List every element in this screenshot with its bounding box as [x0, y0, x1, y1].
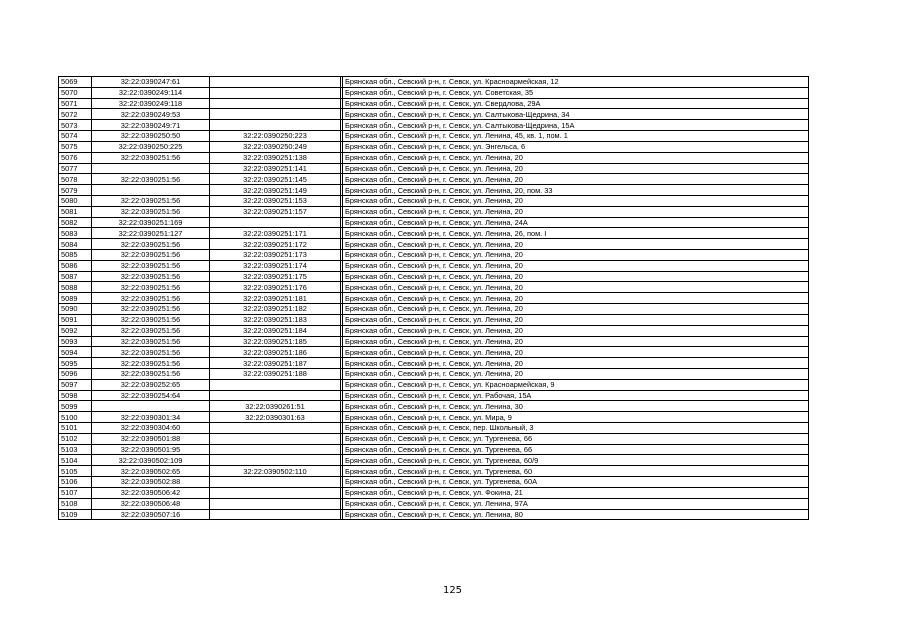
address-cell: Брянская обл., Севский р-н, г. Севск, ул. Ленина, 30: [343, 401, 809, 412]
cadastral-number-cell: 32:22:0390251:56: [92, 347, 210, 358]
cadastral-number-cell: 32:22:0390251:56: [92, 271, 210, 282]
related-cadastral-number-cell: [210, 423, 341, 434]
address-cell: Брянская обл., Севский р-н, г. Севск, ул. Ленина, 26, пом. I: [343, 228, 809, 239]
row-number-cell: 5085: [59, 250, 92, 261]
row-number-cell: 5074: [59, 131, 92, 142]
table-row: [59, 131, 809, 142]
related-cadastral-number-cell: [210, 444, 341, 455]
address-cell: Брянская обл., Севский р-н, г. Севск, ул. Ленина, 20: [343, 163, 809, 174]
address-cell: Брянская обл., Севский р-н, г. Севск, ул. Рабочая, 15А: [343, 390, 809, 401]
address-cell: Брянская обл., Севский р-н, г. Севск, ул. Ленина, 20: [343, 195, 809, 206]
table-row: [59, 423, 809, 434]
cadastral-number-cell: 32:22:0390301:34: [92, 412, 210, 423]
related-cadastral-number-cell: 32:22:0390251:176: [210, 282, 341, 293]
table-row: [59, 271, 809, 282]
table-row: [59, 304, 809, 315]
cadastral-number-cell: 32:22:0390250:225: [92, 141, 210, 152]
address-cell: Брянская обл., Севский р-н, г. Севск, ул. Тургенева, 60А: [343, 477, 809, 488]
related-cadastral-number-cell: 32:22:0390250:223: [210, 131, 341, 142]
address-cell: Брянская обл., Севский р-н, г. Севск, ул. Ленина, 20: [343, 152, 809, 163]
related-cadastral-number-cell: 32:22:0390251:175: [210, 271, 341, 282]
related-cadastral-number-cell: [210, 379, 341, 390]
related-cadastral-number-cell: 32:22:0390301:63: [210, 412, 341, 423]
row-number-cell: 5094: [59, 347, 92, 358]
page-number: 125: [442, 585, 463, 596]
cadastral-number-cell: 32:22:0390507:16: [92, 509, 210, 520]
related-cadastral-number-cell: 32:22:0390251:174: [210, 260, 341, 271]
address-cell: Брянская обл., Севский р-н, г. Севск, ул. Красноармейская, 12: [343, 77, 809, 88]
cadastral-number-cell: [92, 163, 210, 174]
row-number-cell: 5102: [59, 433, 92, 444]
table-row: [59, 185, 809, 196]
cadastral-number-cell: 32:22:0390502:65: [92, 466, 210, 477]
related-cadastral-number-cell: 32:22:0390251:184: [210, 325, 341, 336]
address-cell: Брянская обл., Севский р-н, г. Севск, ул. Ленина, 20: [343, 368, 809, 379]
related-cadastral-number-cell: 32:22:0390251:186: [210, 347, 341, 358]
address-cell: Брянская обл., Севский р-н, г. Севск, ул. Фокина, 21: [343, 487, 809, 498]
table-row: [59, 87, 809, 98]
cadastral-number-cell: 32:22:0390502:109: [92, 455, 210, 466]
table-row: [59, 282, 809, 293]
records-table: [58, 76, 809, 520]
related-cadastral-number-cell: [210, 109, 341, 120]
related-cadastral-number-cell: [210, 509, 341, 520]
row-number-cell: 5089: [59, 293, 92, 304]
row-number-cell: 5104: [59, 455, 92, 466]
table-row: [59, 77, 809, 88]
cadastral-number-cell: 32:22:0390251:56: [92, 358, 210, 369]
address-cell: Брянская обл., Севский р-н, г. Севск, ул. Красноармейская, 9: [343, 379, 809, 390]
row-number-cell: 5106: [59, 477, 92, 488]
related-cadastral-number-cell: [210, 120, 341, 131]
address-cell: Брянская обл., Севский р-н, г. Севск, ул. Ленина, 20: [343, 206, 809, 217]
address-cell: Брянская обл., Севский р-н, г. Севск, ул. Энгельса, 6: [343, 141, 809, 152]
related-cadastral-number-cell: 32:22:0390251:141: [210, 163, 341, 174]
address-cell: Брянская обл., Севский р-н, г. Севск, ул. Тургенева, 60/9: [343, 455, 809, 466]
address-cell: Брянская обл., Севский р-н, г. Севск, пер. Школьный, 3: [343, 423, 809, 434]
row-number-cell: 5100: [59, 412, 92, 423]
related-cadastral-number-cell: 32:22:0390251:157: [210, 206, 341, 217]
row-number-cell: 5079: [59, 185, 92, 196]
related-cadastral-number-cell: [210, 455, 341, 466]
table-row: [59, 250, 809, 261]
cadastral-number-cell: 32:22:0390304:60: [92, 423, 210, 434]
cadastral-number-cell: 32:22:0390249:71: [92, 120, 210, 131]
address-cell: Брянская обл., Севский р-н, г. Севск, ул. Ленина, 20: [343, 250, 809, 261]
cadastral-number-cell: 32:22:0390501:95: [92, 444, 210, 455]
table-row: [59, 368, 809, 379]
address-cell: Брянская обл., Севский р-н, г. Севск, ул. Ленина, 20: [343, 304, 809, 315]
cadastral-number-cell: 32:22:0390249:118: [92, 98, 210, 109]
table-row: [59, 239, 809, 250]
cadastral-number-cell: 32:22:0390250:50: [92, 131, 210, 142]
cadastral-number-cell: 32:22:0390254:64: [92, 390, 210, 401]
cadastral-number-cell: 32:22:0390251:56: [92, 260, 210, 271]
row-number-cell: 5096: [59, 368, 92, 379]
address-cell: Брянская обл., Севский р-н, г. Севск, ул. Ленина, 20: [343, 271, 809, 282]
cadastral-number-cell: 32:22:0390251:169: [92, 217, 210, 228]
address-cell: Брянская обл., Севский р-н, г. Севск, ул. Советская, 35: [343, 87, 809, 98]
address-cell: Брянская обл., Севский р-н, г. Севск, ул. Ленина, 20: [343, 293, 809, 304]
table-row: [59, 217, 809, 228]
row-number-cell: 5095: [59, 358, 92, 369]
row-number-cell: 5101: [59, 423, 92, 434]
cadastral-number-cell: 32:22:0390506:48: [92, 498, 210, 509]
cadastral-number-cell: 32:22:0390251:56: [92, 336, 210, 347]
cadastral-number-cell: 32:22:0390252:65: [92, 379, 210, 390]
table-row: [59, 466, 809, 477]
cadastral-number-cell: 32:22:0390251:56: [92, 325, 210, 336]
related-cadastral-number-cell: [210, 433, 341, 444]
address-cell: Брянская обл., Севский р-н, г. Севск, ул. Ленина, 20: [343, 239, 809, 250]
table-row: [59, 152, 809, 163]
table-row: [59, 228, 809, 239]
related-cadastral-number-cell: 32:22:0390251:153: [210, 195, 341, 206]
table-row: [59, 98, 809, 109]
table-row: [59, 325, 809, 336]
address-cell: Брянская обл., Севский р-н, г. Севск, ул. Салтыкова-Щедрина, 34: [343, 109, 809, 120]
cadastral-number-cell: 32:22:0390506:42: [92, 487, 210, 498]
address-cell: Брянская обл., Севский р-н, г. Севск, ул. Ленина, 20: [343, 325, 809, 336]
table-row: [59, 120, 809, 131]
cadastral-number-cell: 32:22:0390502:88: [92, 477, 210, 488]
row-number-cell: 5083: [59, 228, 92, 239]
related-cadastral-number-cell: 32:22:0390251:145: [210, 174, 341, 185]
cadastral-number-cell: 32:22:0390247:61: [92, 77, 210, 88]
related-cadastral-number-cell: 32:22:0390251:138: [210, 152, 341, 163]
cadastral-number-cell: 32:22:0390251:56: [92, 314, 210, 325]
cadastral-number-cell: 32:22:0390251:56: [92, 174, 210, 185]
address-cell: Брянская обл., Севский р-н, г. Севск, ул. Тургенева, 60: [343, 466, 809, 477]
related-cadastral-number-cell: 32:22:0390250:249: [210, 141, 341, 152]
table-row: [59, 379, 809, 390]
related-cadastral-number-cell: 32:22:0390502:110: [210, 466, 341, 477]
related-cadastral-number-cell: 32:22:0390251:185: [210, 336, 341, 347]
related-cadastral-number-cell: [210, 98, 341, 109]
row-number-cell: 5071: [59, 98, 92, 109]
address-cell: Брянская обл., Севский р-н, г. Севск, ул. Мира, 9: [343, 412, 809, 423]
row-number-cell: 5091: [59, 314, 92, 325]
table-row: [59, 347, 809, 358]
related-cadastral-number-cell: [210, 487, 341, 498]
row-number-cell: 5092: [59, 325, 92, 336]
address-cell: Брянская обл., Севский р-н, г. Севск, ул. Свердлова, 29А: [343, 98, 809, 109]
cadastral-number-cell: 32:22:0390249:114: [92, 87, 210, 98]
cadastral-number-cell: 32:22:0390249:53: [92, 109, 210, 120]
row-number-cell: 5109: [59, 509, 92, 520]
related-cadastral-number-cell: [210, 498, 341, 509]
related-cadastral-number-cell: 32:22:0390251:188: [210, 368, 341, 379]
related-cadastral-number-cell: 32:22:0390251:182: [210, 304, 341, 315]
related-cadastral-number-cell: 32:22:0390261:51: [210, 401, 341, 412]
cadastral-number-cell: 32:22:0390251:56: [92, 282, 210, 293]
address-cell: Брянская обл., Севский р-н, г. Севск, ул. Ленина, 20: [343, 358, 809, 369]
table-row: [59, 444, 809, 455]
related-cadastral-number-cell: [210, 77, 341, 88]
address-cell: Брянская обл., Севский р-н, г. Севск, ул. Ленина, 20: [343, 336, 809, 347]
records-table-body: [59, 77, 809, 520]
table-row: [59, 141, 809, 152]
cadastral-number-cell: 32:22:0390251:56: [92, 206, 210, 217]
related-cadastral-number-cell: 32:22:0390251:172: [210, 239, 341, 250]
table-row: [59, 109, 809, 120]
table-row: [59, 163, 809, 174]
related-cadastral-number-cell: 32:22:0390251:173: [210, 250, 341, 261]
cadastral-number-cell: 32:22:0390251:56: [92, 293, 210, 304]
table-row: [59, 314, 809, 325]
address-cell: Брянская обл., Севский р-н, г. Севск, ул. Ленина, 20, пом. 33: [343, 185, 809, 196]
row-number-cell: 5084: [59, 239, 92, 250]
cadastral-number-cell: 32:22:0390251:56: [92, 304, 210, 315]
related-cadastral-number-cell: [210, 87, 341, 98]
table-row: [59, 390, 809, 401]
table-row: [59, 487, 809, 498]
address-cell: Брянская обл., Севский р-н, г. Севск, ул. Тургенева, 66: [343, 444, 809, 455]
row-number-cell: 5075: [59, 141, 92, 152]
table-row: [59, 206, 809, 217]
cadastral-number-cell: 32:22:0390251:56: [92, 368, 210, 379]
table-row: [59, 293, 809, 304]
row-number-cell: 5076: [59, 152, 92, 163]
cadastral-number-cell: 32:22:0390501:88: [92, 433, 210, 444]
row-number-cell: 5086: [59, 260, 92, 271]
row-number-cell: 5069: [59, 77, 92, 88]
row-number-cell: 5081: [59, 206, 92, 217]
related-cadastral-number-cell: [210, 390, 341, 401]
table-row: [59, 260, 809, 271]
address-cell: Брянская обл., Севский р-н, г. Севск, ул. Ленина, 97А: [343, 498, 809, 509]
address-cell: Брянская обл., Севский р-н, г. Севск, ул. Ленина, 20: [343, 260, 809, 271]
table-row: [59, 358, 809, 369]
related-cadastral-number-cell: 32:22:0390251:171: [210, 228, 341, 239]
table-row: [59, 477, 809, 488]
row-number-cell: 5078: [59, 174, 92, 185]
row-number-cell: 5103: [59, 444, 92, 455]
cadastral-number-cell: [92, 185, 210, 196]
related-cadastral-number-cell: [210, 477, 341, 488]
row-number-cell: 5093: [59, 336, 92, 347]
cadastral-number-cell: 32:22:0390251:56: [92, 250, 210, 261]
table-row: [59, 195, 809, 206]
table-row: [59, 498, 809, 509]
cadastral-number-cell: 32:22:0390251:127: [92, 228, 210, 239]
address-cell: Брянская обл., Севский р-н, г. Севск, ул. Ленина, 80: [343, 509, 809, 520]
row-number-cell: 5070: [59, 87, 92, 98]
address-cell: Брянская обл., Севский р-н, г. Севск, ул. Салтыкова-Щедрина, 15А: [343, 120, 809, 131]
row-number-cell: 5105: [59, 466, 92, 477]
related-cadastral-number-cell: [210, 217, 341, 228]
address-cell: Брянская обл., Севский р-н, г. Севск, ул. Тургенева, 66: [343, 433, 809, 444]
row-number-cell: 5077: [59, 163, 92, 174]
cadastral-number-cell: 32:22:0390251:56: [92, 152, 210, 163]
related-cadastral-number-cell: 32:22:0390251:181: [210, 293, 341, 304]
cadastral-number-cell: [92, 401, 210, 412]
address-cell: Брянская обл., Севский р-н, г. Севск, ул. Ленина, 20: [343, 314, 809, 325]
row-number-cell: 5108: [59, 498, 92, 509]
table-row: [59, 455, 809, 466]
related-cadastral-number-cell: 32:22:0390251:149: [210, 185, 341, 196]
row-number-cell: 5082: [59, 217, 92, 228]
row-number-cell: 5080: [59, 195, 92, 206]
address-cell: Брянская обл., Севский р-н, г. Севск, ул. Ленина, 45, кв. 1, пом. 1: [343, 131, 809, 142]
row-number-cell: 5087: [59, 271, 92, 282]
table-row: [59, 509, 809, 520]
row-number-cell: 5097: [59, 379, 92, 390]
address-cell: Брянская обл., Севский р-н, г. Севск, ул. Ленина, 20: [343, 282, 809, 293]
table-row: [59, 174, 809, 185]
row-number-cell: 5090: [59, 304, 92, 315]
address-cell: Брянская обл., Севский р-н, г. Севск, ул. Ленина, 20: [343, 174, 809, 185]
cadastral-number-cell: 32:22:0390251:56: [92, 195, 210, 206]
table-row: [59, 433, 809, 444]
row-number-cell: 5088: [59, 282, 92, 293]
row-number-cell: 5073: [59, 120, 92, 131]
row-number-cell: 5098: [59, 390, 92, 401]
address-cell: Брянская обл., Севский р-н, г. Севск, ул. Ленина, 20: [343, 347, 809, 358]
related-cadastral-number-cell: 32:22:0390251:187: [210, 358, 341, 369]
address-cell: Брянская обл., Севский р-н, г. Севск, ул. Ленина, 24А: [343, 217, 809, 228]
table-row: [59, 336, 809, 347]
table-row: [59, 401, 809, 412]
table-row: [59, 412, 809, 423]
row-number-cell: 5099: [59, 401, 92, 412]
row-number-cell: 5072: [59, 109, 92, 120]
row-number-cell: 5107: [59, 487, 92, 498]
related-cadastral-number-cell: 32:22:0390251:183: [210, 314, 341, 325]
cadastral-number-cell: 32:22:0390251:56: [92, 239, 210, 250]
